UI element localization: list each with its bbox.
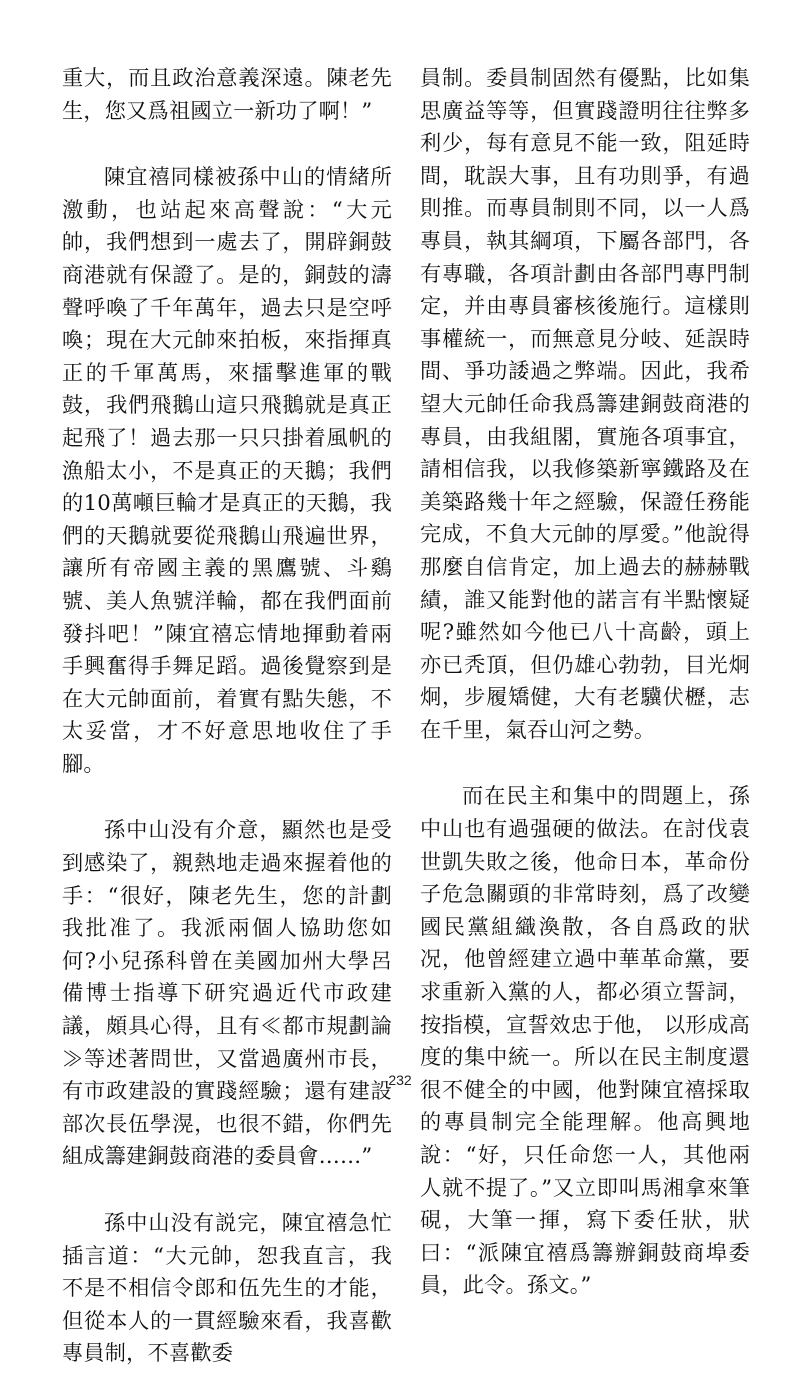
right-paragraph-1: 員制。委員制固然有優點，比如集思廣益等等，但實踐證明往往弊多利少，每有意見不能一致，阻延時間，耽誤大事，且有功則爭，有過則推。而專員制則不同，以一人爲專員，執其綱項，下屬各部門，各有專職，各項計劃由各部門專門制定，并由專員審核後施行。這樣則事權統一，而無意見分岐、延誤時間、爭功諉過之弊端。因此，我希望大元帥任命我爲籌建銅鼓商港的專員，由我組閣，實施各項事宜，請相信我，以我修築新寧鐵路及在美築路幾十年之經驗，保證任務能完成，不負大元帥的厚愛。”他說得那麼自信肯定，加上過去的赫赫戰績，誰又能對他的諾言有半點懷疑呢?雖然如今他已八十高齡，頭上亦已秃頂，但仍雄心勃勃，目光炯炯，步履矯健，大有老驥伏櫪，志在千里，氣吞山河之勢。: [420, 65, 750, 742]
left-column: [62, 62, 392, 1388]
left-paragraph-4: 孫中山没有説完，陳宜禧急忙插言道：“大元帥，恕我直言，我不是不相信令郎和伍先生的才能，但從本人的一貫經驗來看，我喜歡專員制，不喜歡委: [62, 1210, 392, 1366]
left-paragraph-3: 孫中山没有介意，顯然也是受到感染了，親熱地走過來握着他的手：“很好，陳老先生，您的計劃我批准了。我派兩個人協助您如何?小兒孫科曾在美國加州大學呂備博士指導下研究過近代市政建議，頗具心得，且有≪都市規劃論≫等述著問世，又當過廣州市長，有市政建設的實踐經驗；還有建設部次長伍學滉，也很不錯，你們先組成籌建銅鼓商港的委員會……”: [62, 817, 392, 1169]
left-paragraph-2: 陳宜禧同樣被孫中山的情緒所激動，也站起來高聲說：“大元帥，我們想到一處去了，開辟銅鼓商港就有保證了。是的，銅鼓的濤聲呼喚了千年萬年，過去只是空呼喚；現在大元帥來拍板，來指揮真正的千軍萬馬，來擂擊進軍的戰鼓，我們飛鵝山這只飛鵝就是真正起飛了！過去那一只只掛着風帆的漁船太小，不是真正的天鵝；我們的10萬噸巨輪才是真正的天鵝，我們的天鵝就要從飛鵝山飛遍世界，讓所有帝國主義的黑鷹號、斗鷄號、美人魚號洋輪，都在我們面前發抖吧！”陳宜禧忘情地揮動着兩手興奮得手舞足蹈。過後覺察到是在大元帥面前，着實有點失態，不太妥當，才不好意思地收住了手腳。: [62, 164, 392, 776]
right-paragraph-2: 而在民主和集中的問題上，孫中山也有過强硬的做法。在討伐袁世凱失敗之後，他命日本，革命份子危急關頭的非常時刻，爲了改變國民黨組織渙散，各自爲政的狀况，他曾經建立過中華革命黨，要求重新入黨的人，都必須立誓詞，按指模，宣誓效忠于他， 以形成高度的集中統一。所以在民主制度還很不健全的中國，他對陳宜禧採取的專員制完全能理解。他高興地說：“好，只任命您一人，其他兩人就不提了。”又立即叫馬湘拿來筆硯，大筆一揮，寫下委任狀，狀曰：“派陳宜禧爲籌辦銅鼓商埠委員，此令。孫文。”: [420, 783, 750, 1298]
page-number: 232: [388, 1072, 412, 1088]
left-paragraph-1: 重大，而且政治意義深遠。陳老先生，您又爲祖國立一新功了啊！”: [62, 65, 392, 123]
right-column: [420, 62, 750, 1320]
